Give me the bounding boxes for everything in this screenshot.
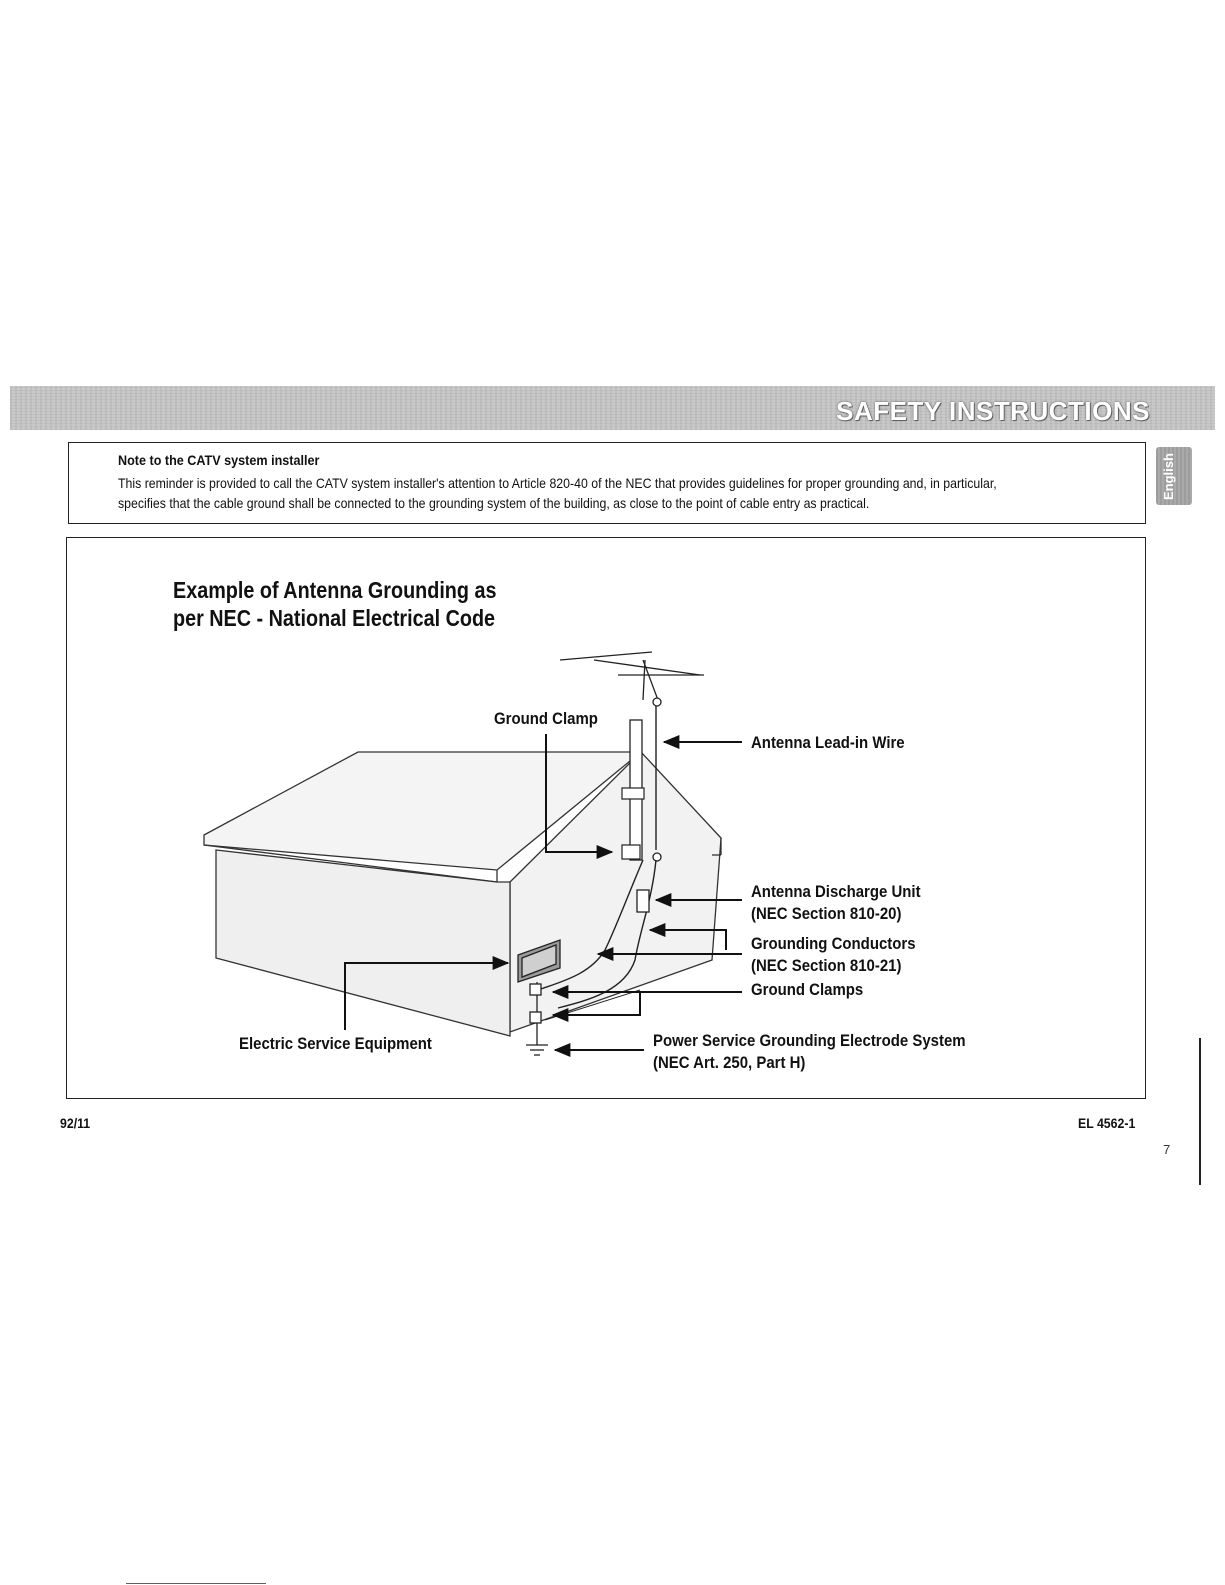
label-discharge-unit: Antenna Discharge Unit (751, 882, 921, 901)
language-tab-label: English (1161, 453, 1176, 500)
label-grounding-conductors: Grounding Conductors (751, 934, 916, 953)
page-number: 7 (1163, 1142, 1171, 1157)
diagram-title-line-1: Example of Antenna Grounding as (173, 577, 497, 603)
bottom-rule (126, 1583, 266, 1584)
mast-bracket (622, 788, 644, 799)
house-walls (216, 850, 510, 1036)
antenna-discharge-unit (637, 890, 649, 912)
label-power-service-ref: (NEC Art. 250, Part H) (653, 1053, 806, 1072)
footer-left-code: 92/11 (60, 1115, 91, 1131)
ground-clamp-device (622, 845, 640, 859)
label-antenna-lead-in: Antenna Lead-in Wire (751, 733, 905, 752)
label-grounding-conductors-ref: (NEC Section 810-21) (751, 956, 902, 975)
label-ground-clamps: Ground Clamps (751, 980, 864, 999)
diagram-title-line-2: per NEC - National Electrical Code (173, 605, 496, 631)
installer-note-line-1: This reminder is provided to call the CATV system installer's attention to Article 820-40 of the NEC that provides guidelines for proper grounding and, in particular, (118, 475, 997, 491)
label-discharge-unit-ref: (NEC Section 810-20) (751, 904, 902, 923)
page-edge-line (1199, 1038, 1201, 1185)
page-title: SAFETY INSTRUCTIONS (836, 396, 1150, 426)
label-power-service: Power Service Grounding Electrode System (653, 1031, 966, 1050)
label-electric-service: Electric Service Equipment (239, 1034, 432, 1053)
label-ground-clamp: Ground Clamp (494, 709, 598, 728)
footer-right-code: EL 4562-1 (1078, 1115, 1136, 1131)
installer-note-line-2: specifies that the cable ground shall be connected to the grounding system of the building, as close to the point of cable entry as practical. (118, 495, 870, 511)
installer-note-title: Note to the CATV system installer (118, 452, 320, 468)
